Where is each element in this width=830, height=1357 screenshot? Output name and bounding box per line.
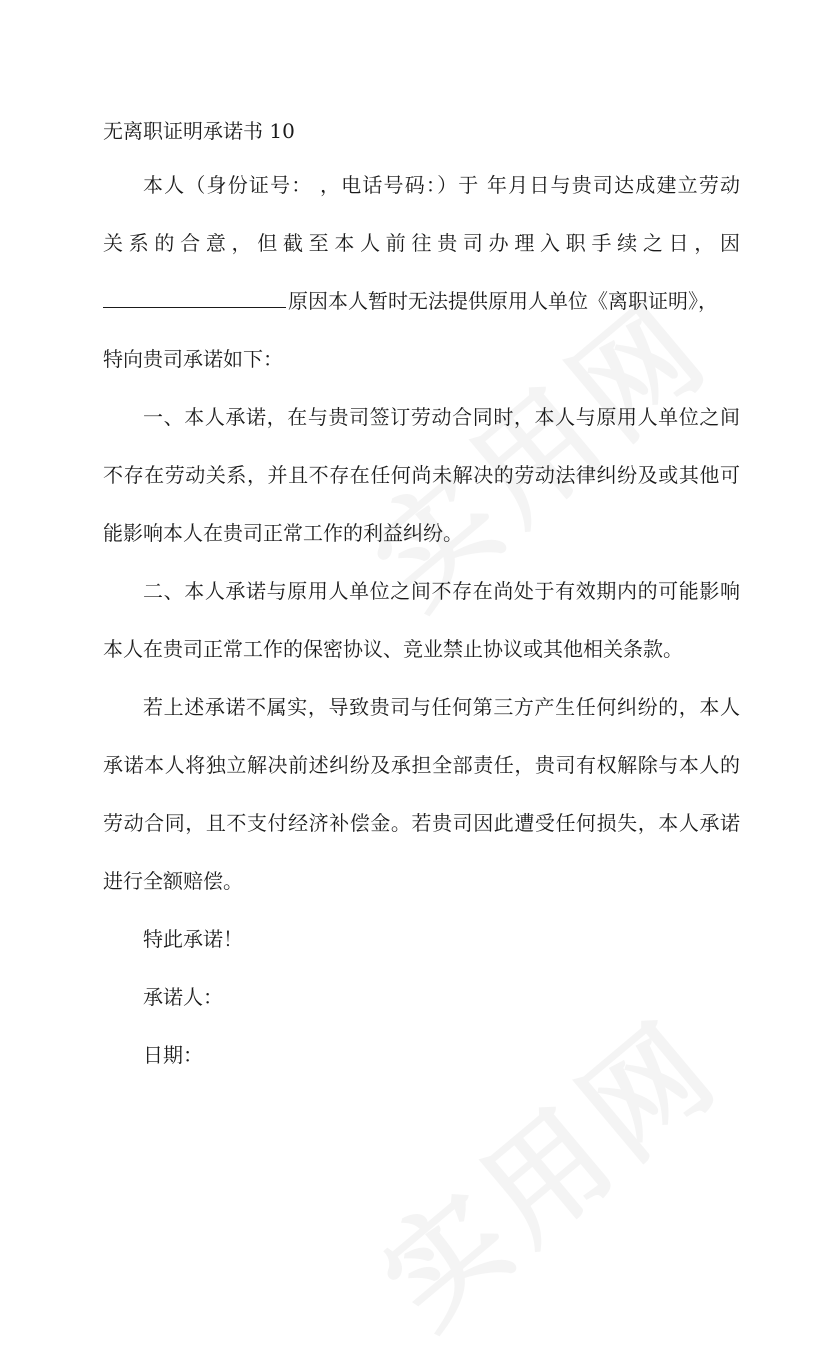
intro-line-3-text: 原因本人暂时无法提供原用人单位《离职证明》，: [288, 289, 718, 313]
document-body: [103, 156, 740, 1084]
clause-2: 二、本人承诺与原用人单位之间不存在尚处于有效期内的可能影响本人在贵司正常工作的保密协议、竞业禁止协议或其他相关条款。: [103, 579, 740, 661]
intro-line-4: 特向贵司承诺如下：: [103, 347, 283, 371]
clause-3: 若上述承诺不属实，导致贵司与任何第三方产生任何纠纷的，本人承诺本人将独立解决前述纠纷及承担全部责任，贵司有权解除与本人的劳动合同，且不支付经济补偿金。若贵司因此遭受任何损失，本人承诺进行全额赔偿。: [103, 695, 740, 893]
date-label: 日期：: [143, 1043, 203, 1067]
clause-1: 一、本人承诺，在与贵司签订劳动合同时，本人与原用人单位之间不存在劳动关系，并且不存在任何尚未解决的劳动法律纠纷及或其他可能影响本人在贵司正常工作的利益纠纷。: [103, 405, 740, 545]
reason-blank: [103, 287, 286, 308]
intro-paragraph: [103, 156, 740, 388]
closing-statement: 特此承诺！: [143, 927, 243, 951]
signature-block: [103, 910, 740, 1084]
intro-line-1: 本人（身份证号： ，电话号码：）于 年月日与贵司达成建立劳动: [143, 173, 740, 197]
intro-line-3: [103, 289, 718, 313]
document-title: 无离职证明承诺书 10: [103, 119, 295, 143]
signer-label: 承诺人：: [143, 985, 223, 1009]
intro-line-2: 关系的合意，但截至本人前往贵司办理入职手续之日，因: [103, 231, 740, 255]
